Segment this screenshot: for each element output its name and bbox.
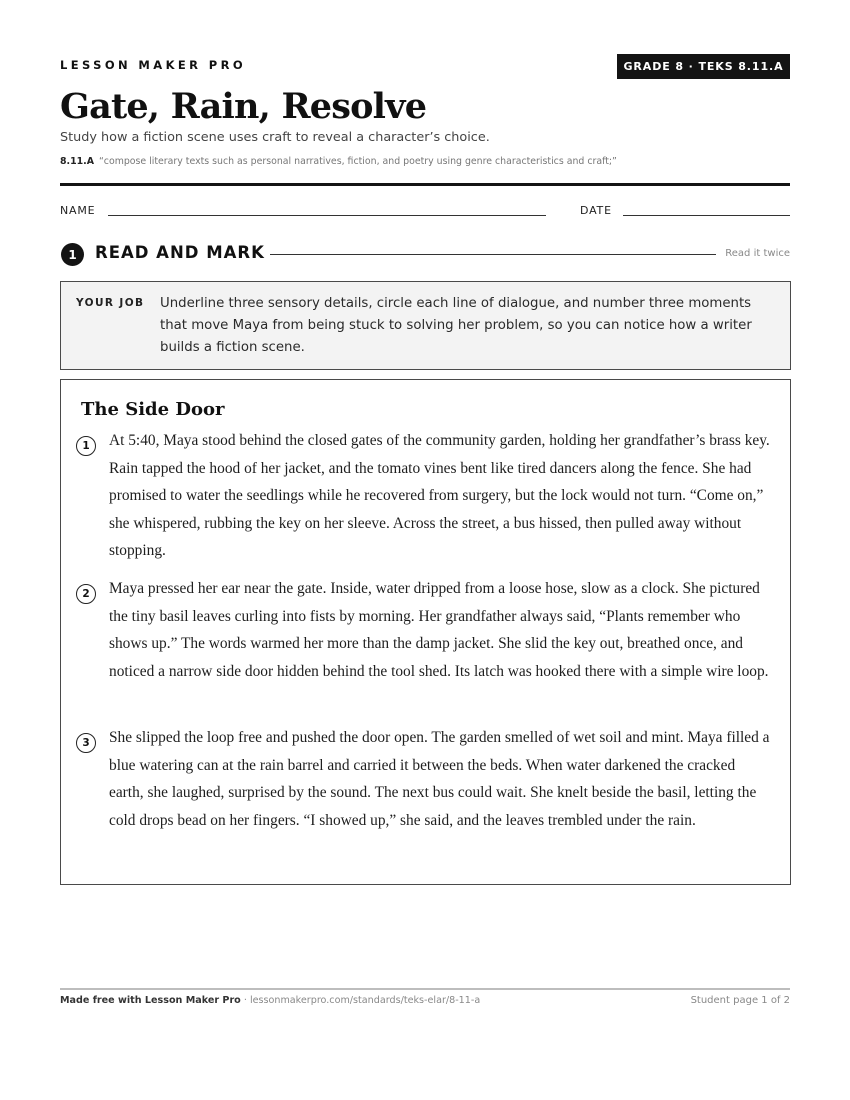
paragraph-text: At 5:40, Maya stood behind the closed gates of the community garden, holding her grandfather’s brass key. Rain tapped the hood of her jacket, and the tomato vines bent like tired dancers along the fence. She had promised to water the seedlings while he recovered from surgery, but the lock would not turn. “Come on,” she whispered, rubbing the key on her sleeve. Across the street, a bus hissed, then pulled away without stopping. [109, 432, 770, 560]
paragraph-number-badge: 2 [76, 584, 96, 604]
header-divider [60, 183, 790, 186]
passage-title: The Side Door [81, 399, 225, 420]
instructions-text: Underline three sensory details, circle each line of dialogue, and number three moments that move Maya from being stuck to solving her problem, so you can notice how a writer builds a fiction scene. [160, 296, 752, 355]
paragraph-text: She slipped the loop free and pushed the door open. The garden smelled of wet soil and mint. Maya filled a blue watering can at the rain barrel and carried it between the beds. When water darkened the cracked earth, she laughed, surprised by the sound. The next bus could wait. She knelt beside the basil, letting the cold drops bead on her fingers. “I showed up,” she said, and the leaves trembled under the rain. [109, 729, 770, 829]
name-field[interactable] [108, 215, 546, 216]
footer-page-number: Student page 1 of 2 [690, 995, 790, 1006]
grade-badge: GRADE 8 · TEKS 8.11.A [617, 54, 790, 79]
date-label: DATE [580, 204, 612, 217]
name-label: NAME [60, 204, 96, 217]
paragraph-number-badge: 3 [76, 733, 96, 753]
footer-credit [60, 995, 480, 1006]
page-title: Gate, Rain, Resolve [60, 86, 427, 127]
brand-name: LESSON MAKER PRO [60, 58, 247, 72]
page-subtitle: Study how a fiction scene uses craft to reveal a character’s choice. [60, 130, 490, 145]
section-divider [270, 254, 716, 255]
footer-divider [60, 988, 790, 990]
standard-text: “compose literary texts such as personal narratives, fiction, and poetry using genre characteristics and craft;” [98, 156, 617, 167]
section-number-badge: 1 [61, 243, 84, 266]
section-title: READ AND MARK [95, 243, 265, 262]
footer-separator: · [240, 995, 250, 1006]
instructions-label: YOUR JOB [76, 297, 145, 309]
date-field[interactable] [623, 215, 790, 216]
paragraph-text: Maya pressed her ear near the gate. Inside, water dripped from a loose hose, slow as a clock. She pictured the tiny basil leaves curling into fists by morning. Her grandfather always said, “Plants remember who shows up.” The words warmed her more than the damp jacket. She slid the key out, breathed once, and noticed a narrow side door hidden behind the tool shed. Its latch was hooked there with a simple wire loop. [109, 580, 769, 680]
footer-url[interactable]: lessonmakerpro.com/standards/teks-elar/8-11-a [249, 995, 481, 1006]
standard-code: 8.11.A [60, 156, 94, 167]
reading-passage [60, 379, 791, 885]
paragraph-number-badge: 1 [76, 436, 96, 456]
standard-line [60, 156, 617, 167]
section-hint: Read it twice [725, 248, 790, 259]
footer-made-with: Made free with Lesson Maker Pro [60, 995, 241, 1006]
instructions-box [60, 281, 791, 370]
